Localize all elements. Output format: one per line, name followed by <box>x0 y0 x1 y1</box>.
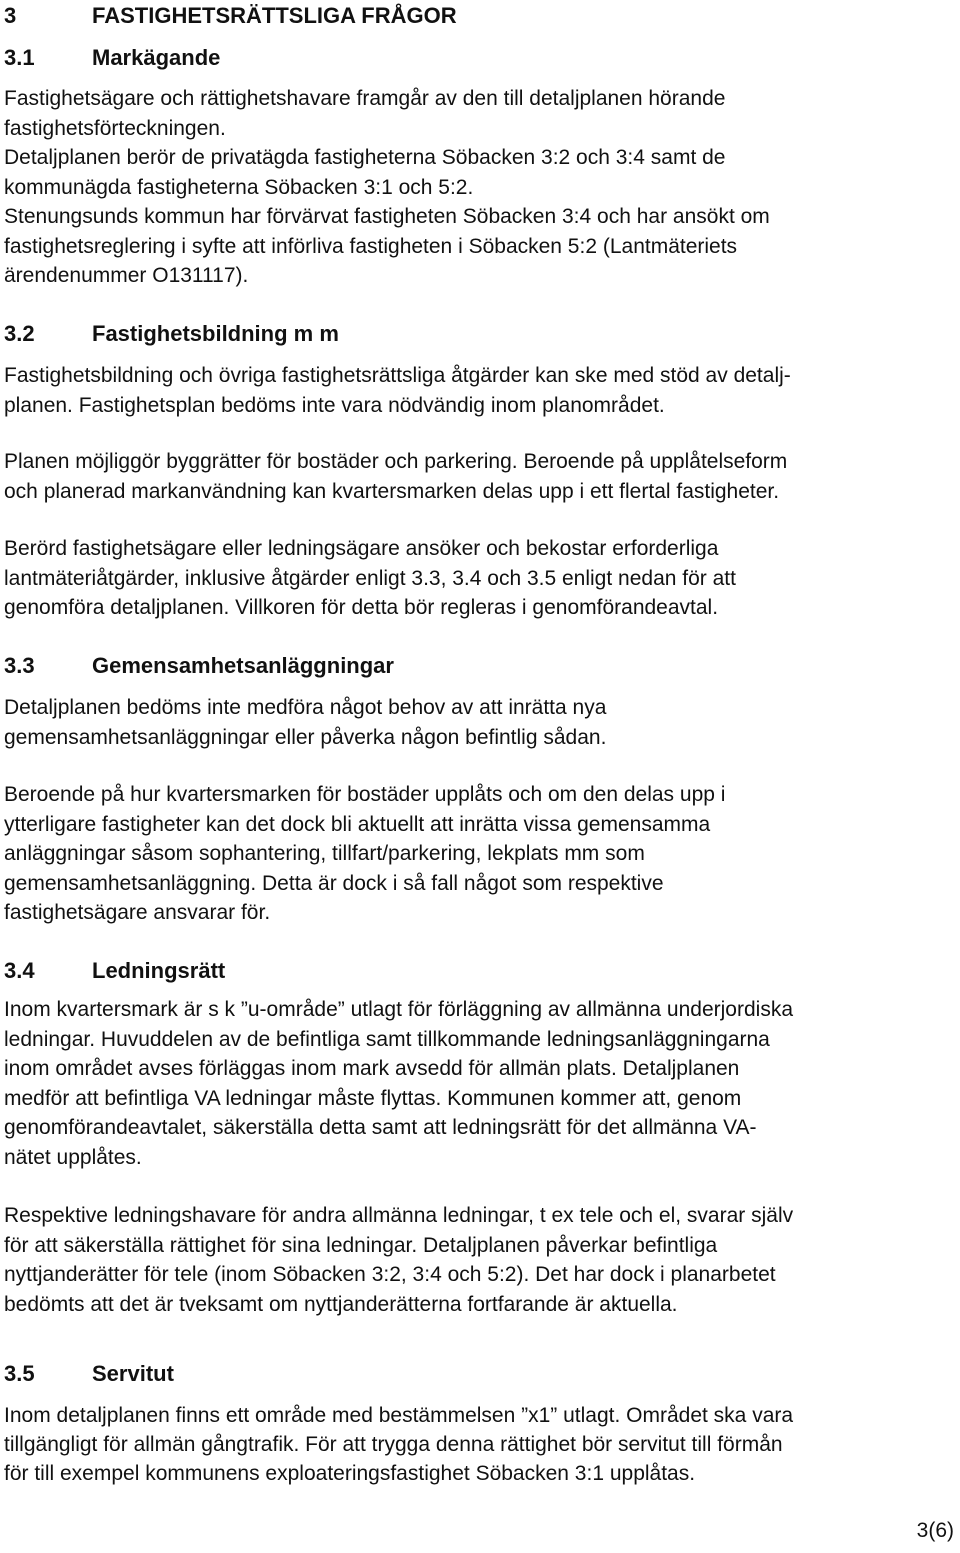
paragraph-ledningsratt-2: Respektive ledningshavare för andra allmänna ledningar, t ex tele och el, svarar själv för att säkerställa rättighet för sina ledningar. Detaljplanen påverkar befintliga nyttjanderätter för tele (inom Söbacken 3:2, 3:4 och 5:2). Det har dock i planarbetet bedömts att det är tveksamt om nyttjanderätterna fortfarande är aktuella. <box>4 1204 794 1316</box>
section-title: Markägande <box>92 45 221 70</box>
section-title: Fastighetsbildning m m <box>92 321 339 346</box>
paragraph-fastighetsbildning-1: Fastighetsbildning och övriga fastighetsrättsliga åtgärder kan ske med stöd av detalj- planen. Fastighetsplan bedöms inte vara nödvändig inom planområdet. <box>4 364 791 417</box>
section-heading-3-4 <box>4 957 225 985</box>
section-number: 3.2 <box>4 321 35 346</box>
paragraph-servitut: Inom detaljplanen finns ett område med bestämmelsen ”x1” utlagt. Området ska vara tillgängligt för allmän gångtrafik. För att trygga denna rättighet bör servitut till förmån för till exempel kommunens exploateringsfastighet Söbacken 3:1 upplåtas. <box>4 1404 794 1486</box>
section-title: FASTIGHETSRÄTTSLIGA FRÅGOR <box>92 3 457 28</box>
paragraph-gemensamhet-2: Beroende på hur kvartersmarken för bostäder upplåts och om den delas upp i ytterligare fastigheter kan det dock bli aktuellt att inrätta vissa gemensamma anläggningar såsom sophantering, tillfart/parkering, lekplats mm som gemensamhetsanläggning. Detta är dock i så fall något som respektive fastighetsägare ansvarar för. <box>4 783 726 924</box>
section-number: 3.5 <box>4 1361 35 1386</box>
section-heading-3-3 <box>4 652 394 680</box>
paragraph-gemensamhet-1: Detaljplanen bedöms inte medföra något behov av att inrätta nya gemensamhetsanläggningar eller påverka någon befintlig sådan. <box>4 696 607 749</box>
section-number: 3.1 <box>4 45 35 70</box>
paragraph-markagande: Fastighetsägare och rättighetshavare framgår av den till detaljplanen hörande fastighetsförteckningen. Detaljplanen berör de privatägda fastigheterna Söbacken 3:2 och 3:4 samt de kommunägda fastigheterna Söbacken 3:1 och 5:2. Stenungsunds kommun har förvärvat fastigheten Söbacken 3:4 och har ansökt om fastighetsreglering i syfte att införliva fastigheten i Söbacken 5:2 (Lantmäteriets ärendenummer O131117). <box>4 87 770 287</box>
section-title: Gemensamhetsanläggningar <box>92 653 394 678</box>
section-title: Servitut <box>92 1361 174 1386</box>
section-heading-3 <box>4 2 457 30</box>
paragraph-ledningsratt-1: Inom kvartersmark är s k ”u-område” utlagt för förläggning av allmänna underjordiska ledningar. Huvuddelen av de befintliga samt tillkommande ledningsanläggningarna inom området avses förläggas inom mark avsedd för allmän plats. Detaljplanen medför att befintliga VA ledningar måste flyttas. Kommunen kommer att, genom genomförandeavtalet, säkerställa detta samt att ledningsrätt för det allmänna VA- nätet upplåtes. <box>4 998 794 1169</box>
section-heading-3-1 <box>4 44 220 72</box>
section-number: 3 <box>4 3 17 28</box>
page-number: 3(6) <box>916 1519 954 1542</box>
paragraph-fastighetsbildning-3: Berörd fastighetsägare eller ledningsägare ansöker och bekostar erforderliga lantmäteriåtgärder, inklusive åtgärder enligt 3.3, 3.4 och 3.5 enligt nedan för att genomföra detaljplanen. Villkoren för detta bör regleras i genomförandeavtal. <box>4 537 736 619</box>
section-number: 3.4 <box>4 958 35 983</box>
section-number: 3.3 <box>4 653 35 678</box>
section-heading-3-5 <box>4 1360 174 1388</box>
section-title: Ledningsrätt <box>92 958 226 983</box>
paragraph-fastighetsbildning-2: Planen möjliggör byggrätter för bostäder och parkering. Beroende på upplåtelseform och planerad markanvändning kan kvartersmarken delas upp i ett flertal fastigheter. <box>4 450 788 503</box>
section-heading-3-2 <box>4 320 339 348</box>
